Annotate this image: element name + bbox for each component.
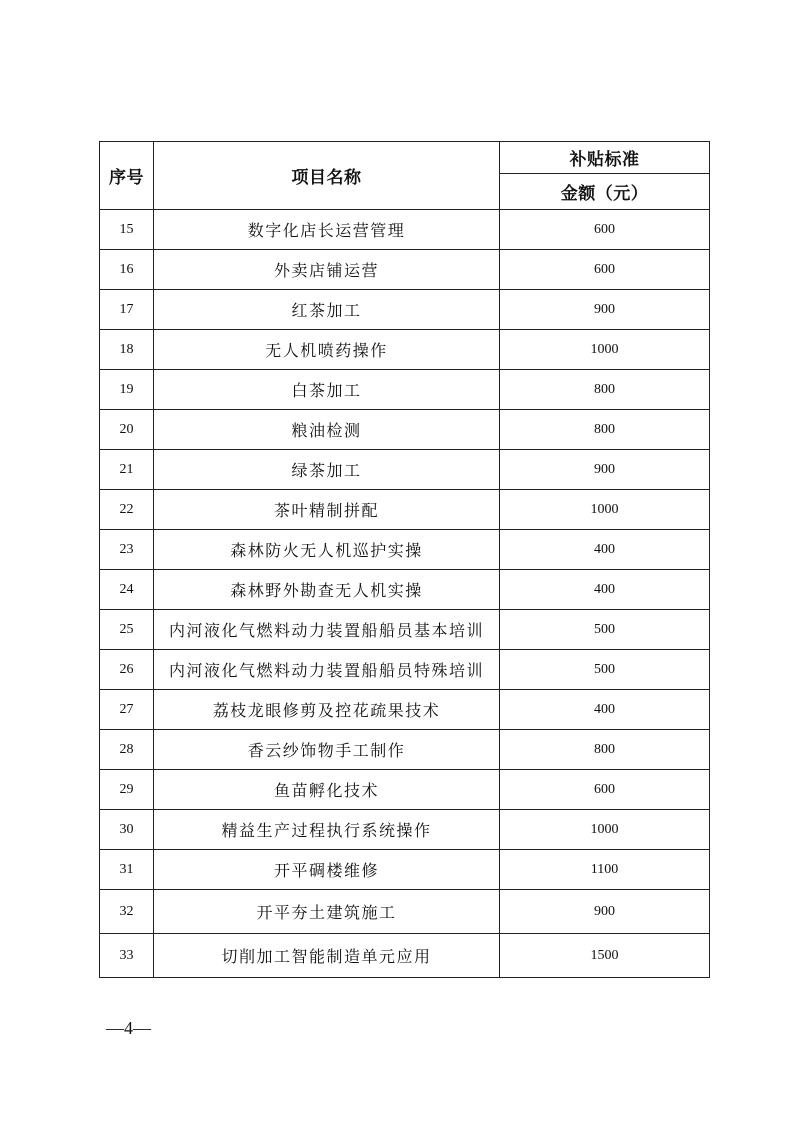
table-row (100, 370, 710, 410)
row-index: 26 (100, 650, 154, 690)
row-index: 29 (100, 770, 154, 810)
row-index: 22 (100, 490, 154, 530)
row-project-name: 切削加工智能制造单元应用 (154, 934, 500, 978)
row-index: 15 (100, 210, 154, 250)
row-project-name: 无人机喷药操作 (154, 330, 500, 370)
table-row (100, 850, 710, 890)
header-subsidy-standard: 补贴标准 (500, 142, 710, 174)
row-project-name: 粮油检测 (154, 410, 500, 450)
row-index: 32 (100, 890, 154, 934)
row-amount: 400 (500, 530, 710, 570)
row-amount: 400 (500, 570, 710, 610)
row-amount: 1000 (500, 810, 710, 850)
row-amount: 500 (500, 610, 710, 650)
row-amount: 600 (500, 210, 710, 250)
row-project-name: 鱼苗孵化技术 (154, 770, 500, 810)
row-amount: 800 (500, 370, 710, 410)
table-row (100, 690, 710, 730)
row-amount: 800 (500, 410, 710, 450)
row-project-name: 开平碉楼维修 (154, 850, 500, 890)
row-project-name: 绿茶加工 (154, 450, 500, 490)
table-row (100, 530, 710, 570)
row-amount: 1000 (500, 330, 710, 370)
row-amount: 1000 (500, 490, 710, 530)
table-row (100, 570, 710, 610)
row-amount: 500 (500, 650, 710, 690)
row-project-name: 内河液化气燃料动力装置船船员基本培训 (154, 610, 500, 650)
row-index: 16 (100, 250, 154, 290)
row-amount: 600 (500, 770, 710, 810)
row-project-name: 香云纱饰物手工制作 (154, 730, 500, 770)
table-row (100, 934, 710, 978)
table-row (100, 490, 710, 530)
table-row (100, 810, 710, 850)
row-index: 17 (100, 290, 154, 330)
table-row (100, 770, 710, 810)
row-amount: 400 (500, 690, 710, 730)
row-amount: 600 (500, 250, 710, 290)
page-number: —4— (106, 1018, 151, 1038)
row-index: 19 (100, 370, 154, 410)
row-project-name: 红茶加工 (154, 290, 500, 330)
row-project-name: 森林野外勘查无人机实操 (154, 570, 500, 610)
row-amount: 900 (500, 890, 710, 934)
table-row (100, 730, 710, 770)
row-project-name: 森林防火无人机巡护实操 (154, 530, 500, 570)
row-index: 20 (100, 410, 154, 450)
row-amount: 1500 (500, 934, 710, 978)
row-index: 18 (100, 330, 154, 370)
row-index: 23 (100, 530, 154, 570)
row-amount: 900 (500, 450, 710, 490)
header-amount: 金额（元） (500, 174, 710, 210)
row-index: 28 (100, 730, 154, 770)
row-project-name: 精益生产过程执行系统操作 (154, 810, 500, 850)
table-body (100, 210, 710, 978)
table-row (100, 610, 710, 650)
row-index: 31 (100, 850, 154, 890)
row-amount: 800 (500, 730, 710, 770)
row-project-name: 外卖店铺运营 (154, 250, 500, 290)
table-row (100, 290, 710, 330)
row-index: 25 (100, 610, 154, 650)
row-project-name: 荔枝龙眼修剪及控花疏果技术 (154, 690, 500, 730)
row-project-name: 白茶加工 (154, 370, 500, 410)
table-row (100, 450, 710, 490)
table-row (100, 410, 710, 450)
row-project-name: 开平夯土建筑施工 (154, 890, 500, 934)
row-project-name: 内河液化气燃料动力装置船船员特殊培训 (154, 650, 500, 690)
row-index: 33 (100, 934, 154, 978)
row-amount: 1100 (500, 850, 710, 890)
header-project-name: 项目名称 (154, 142, 500, 210)
row-index: 30 (100, 810, 154, 850)
subsidy-standard-table (99, 141, 710, 978)
table-row (100, 250, 710, 290)
row-amount: 900 (500, 290, 710, 330)
table-row (100, 330, 710, 370)
header-index: 序号 (100, 142, 154, 210)
row-index: 27 (100, 690, 154, 730)
row-project-name: 茶叶精制拼配 (154, 490, 500, 530)
row-project-name: 数字化店长运营管理 (154, 210, 500, 250)
table-row (100, 210, 710, 250)
row-index: 21 (100, 450, 154, 490)
table-row (100, 890, 710, 934)
table-row (100, 650, 710, 690)
row-index: 24 (100, 570, 154, 610)
